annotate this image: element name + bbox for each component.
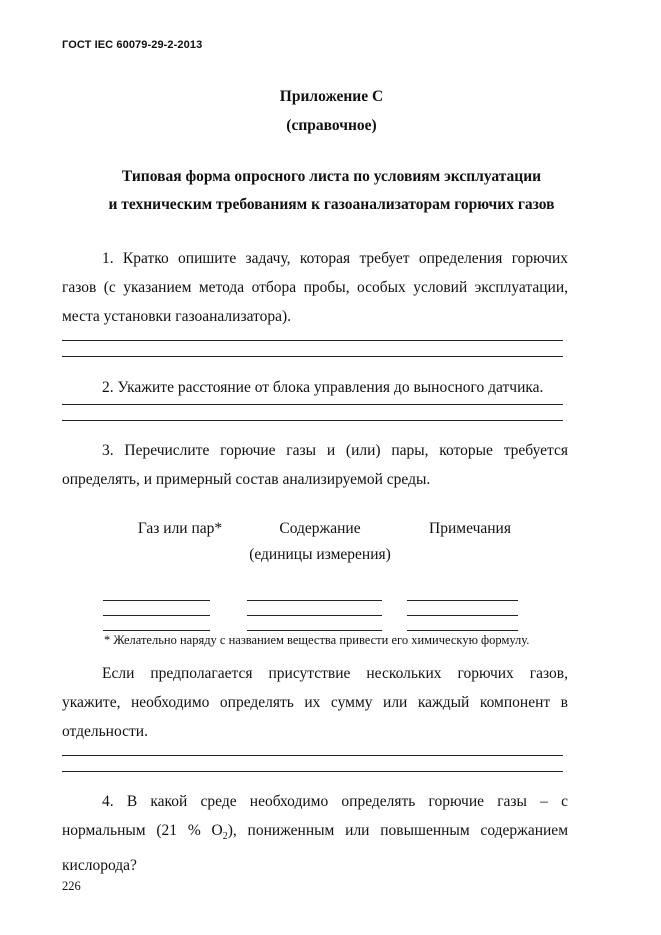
oxygen-subscript: 2	[222, 831, 228, 843]
appendix-title: Приложение С	[279, 88, 384, 105]
column-notes-header: Примечания	[429, 520, 511, 537]
gas-field[interactable]	[103, 615, 210, 616]
answer-line[interactable]	[62, 356, 563, 357]
question-4	[62, 787, 568, 880]
page-number: 226	[62, 879, 81, 893]
form-title-line-2: и техническим требованиям к газоанализаторам горючих газов	[108, 196, 555, 213]
appendix-subtitle: (справочное)	[286, 117, 377, 134]
question-1: 1. Кратко опишите задачу, которая требует определения горючих газов (с указанием метода отбора пробы, особых условий эксплуатации, места установки газоанализатора).	[62, 250, 568, 325]
content-field[interactable]	[247, 615, 382, 616]
gas-field[interactable]	[103, 600, 210, 601]
column-content-header: Содержание	[279, 520, 361, 537]
content-field[interactable]	[247, 630, 382, 631]
form-title-line-1: Типовая форма опросного листа по условиям эксплуатации	[121, 168, 542, 185]
column-units-header: (единицы измерения)	[249, 546, 391, 563]
notes-field[interactable]	[407, 615, 518, 616]
answer-line[interactable]	[62, 340, 563, 341]
question-3: 3. Перечислите горючие газы и (или) пары, которые требуется определять, и примерный состав анализируемой среды.	[62, 442, 568, 488]
question-4-text-start: 4. В какой среде необходимо определять горючие газы – с нормальным (21 % O	[62, 793, 568, 839]
answer-line[interactable]	[62, 771, 563, 772]
gas-field[interactable]	[103, 630, 210, 631]
answer-line[interactable]	[62, 420, 563, 421]
answer-line[interactable]	[62, 755, 563, 756]
question-4-text-end: ), пониженным или повышенным содержанием кислорода?	[62, 822, 568, 875]
multiple-gases-question: Если предполагается присутствие нескольких горючих газов, укажите, необходимо определять их сумму или каждый компонент в отдельности.	[62, 665, 568, 740]
document-header: ГОСТ IEC 60079-29-2-2013	[62, 39, 203, 51]
content-field[interactable]	[247, 600, 382, 601]
column-gas-header: Газ или пар*	[137, 520, 223, 537]
question-2: 2. Укажите расстояние от блока управления до выносного датчика.	[102, 379, 544, 396]
notes-field[interactable]	[407, 630, 518, 631]
answer-line[interactable]	[62, 404, 563, 405]
footnote: * Желательно наряду с названием вещества привести его химическую формулу.	[104, 633, 530, 647]
notes-field[interactable]	[407, 600, 518, 601]
